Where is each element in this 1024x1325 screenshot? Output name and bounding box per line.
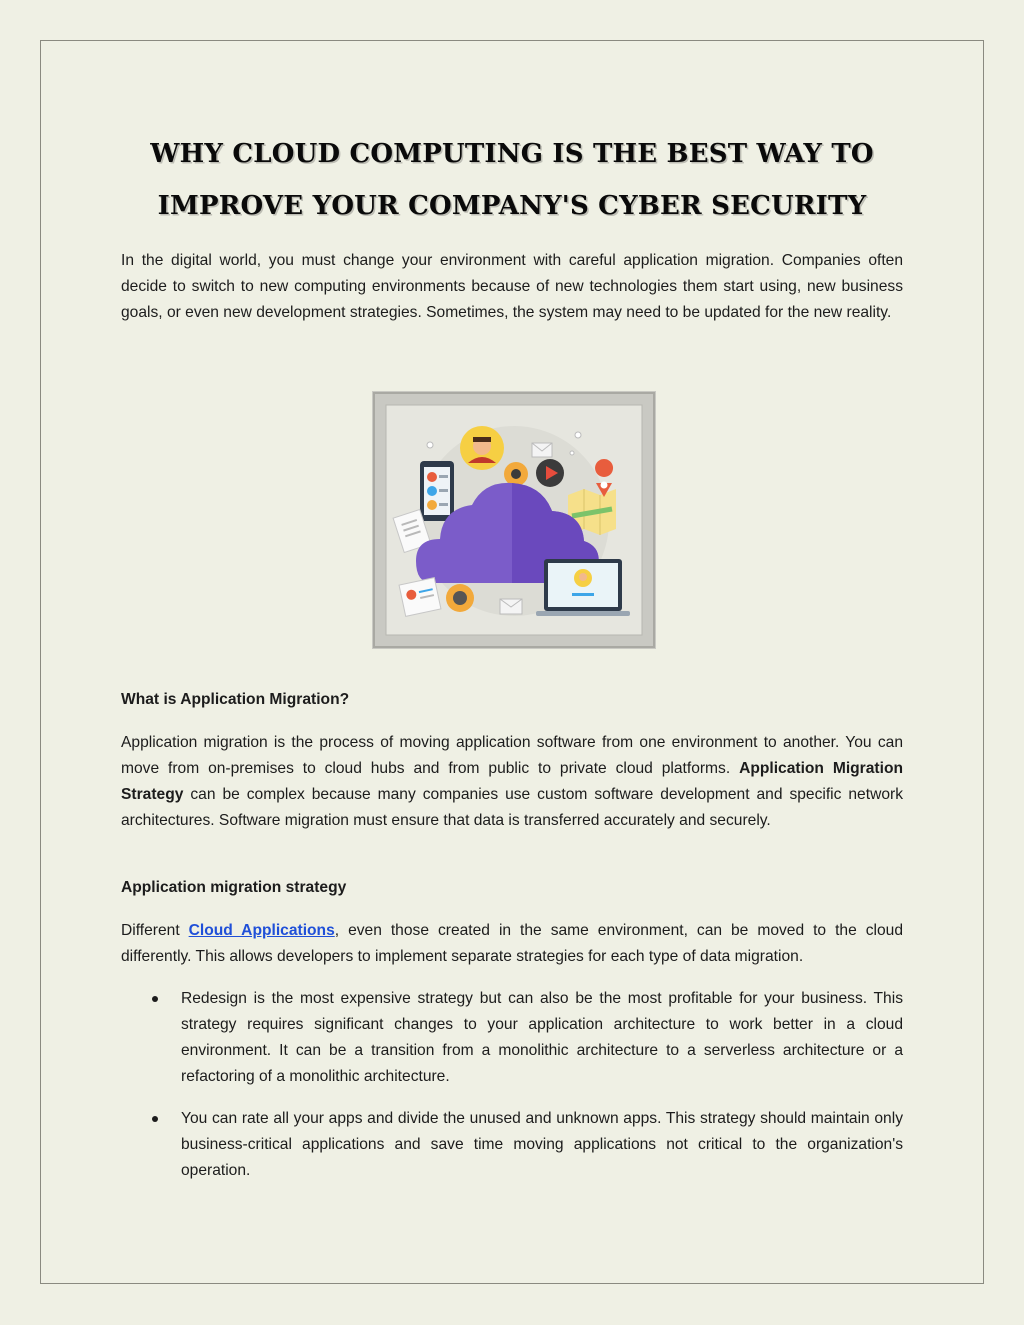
paragraph-text: Application migration is the process of moving application software from one environment to another. You can move from on-premises to cloud hubs and from public to private cloud platforms. [121,734,903,777]
section-paragraph [121,918,903,970]
list-item-text: Redesign is the most expensive strategy but can also be the most profitable for your business. This strategy requires significant changes to your application architecture to work better in a cloud environment. It can be a transition from a monolithic architecture to a serverless architecture or a refactoring of a monolithic architecture. [181,990,903,1085]
paragraph-text: Different [121,922,189,939]
title-line-1: WHY CLOUD COMPUTING IS THE BEST WAY TO [150,139,874,169]
bullet-icon [152,996,158,1002]
section-heading: Application migration strategy [121,879,347,896]
tablet-icon [420,461,454,521]
section-migration-strategy [121,875,903,970]
laptop-icon [536,559,630,616]
play-icon [536,459,564,487]
paragraph-text: can be complex because many companies use custom software development and specific network architectures. Software migration must ensure that data is transferred accurately and securely. [121,786,903,829]
bullet-icon [152,1116,158,1122]
strategy-list [121,986,903,1200]
gear-icon [504,462,528,486]
document-icon [399,578,441,617]
section-application-migration [121,687,903,834]
cloud-illustration [372,391,656,649]
envelope-icon [532,443,552,457]
avatar-icon [460,426,504,470]
list-item [121,1106,903,1184]
intro-paragraph [121,248,903,326]
section-paragraph [121,730,903,834]
gear-icon [446,584,474,612]
list-item [121,986,903,1090]
page-title [60,128,964,232]
title-line-2: IMPROVE YOUR COMPANY'S CYBER SECURITY [157,191,867,221]
intro-text: In the digital world, you must change your environment with careful application migration. Companies often decide to switch to new computing environments because of new technologies them start using, new business goals, or even new development strategies. Sometimes, the system may need to be updated for the new reality. [121,252,903,321]
cloud-applications-link[interactable]: Cloud Applications [188,922,335,939]
list-item-text: You can rate all your apps and divide the unused and unknown apps. This strategy should maintain only business-critical applications and save time moving applications not critical to the organization's operation. [181,1110,903,1179]
bold-term: Application Migration Strategy [121,760,903,803]
paragraph-text: , even those created in the same environment, can be moved to the cloud differently. This allows developers to implement separate strategies for each type of data migration. [121,922,903,965]
envelope-icon [500,599,522,614]
section-heading: What is Application Migration? [121,691,350,708]
